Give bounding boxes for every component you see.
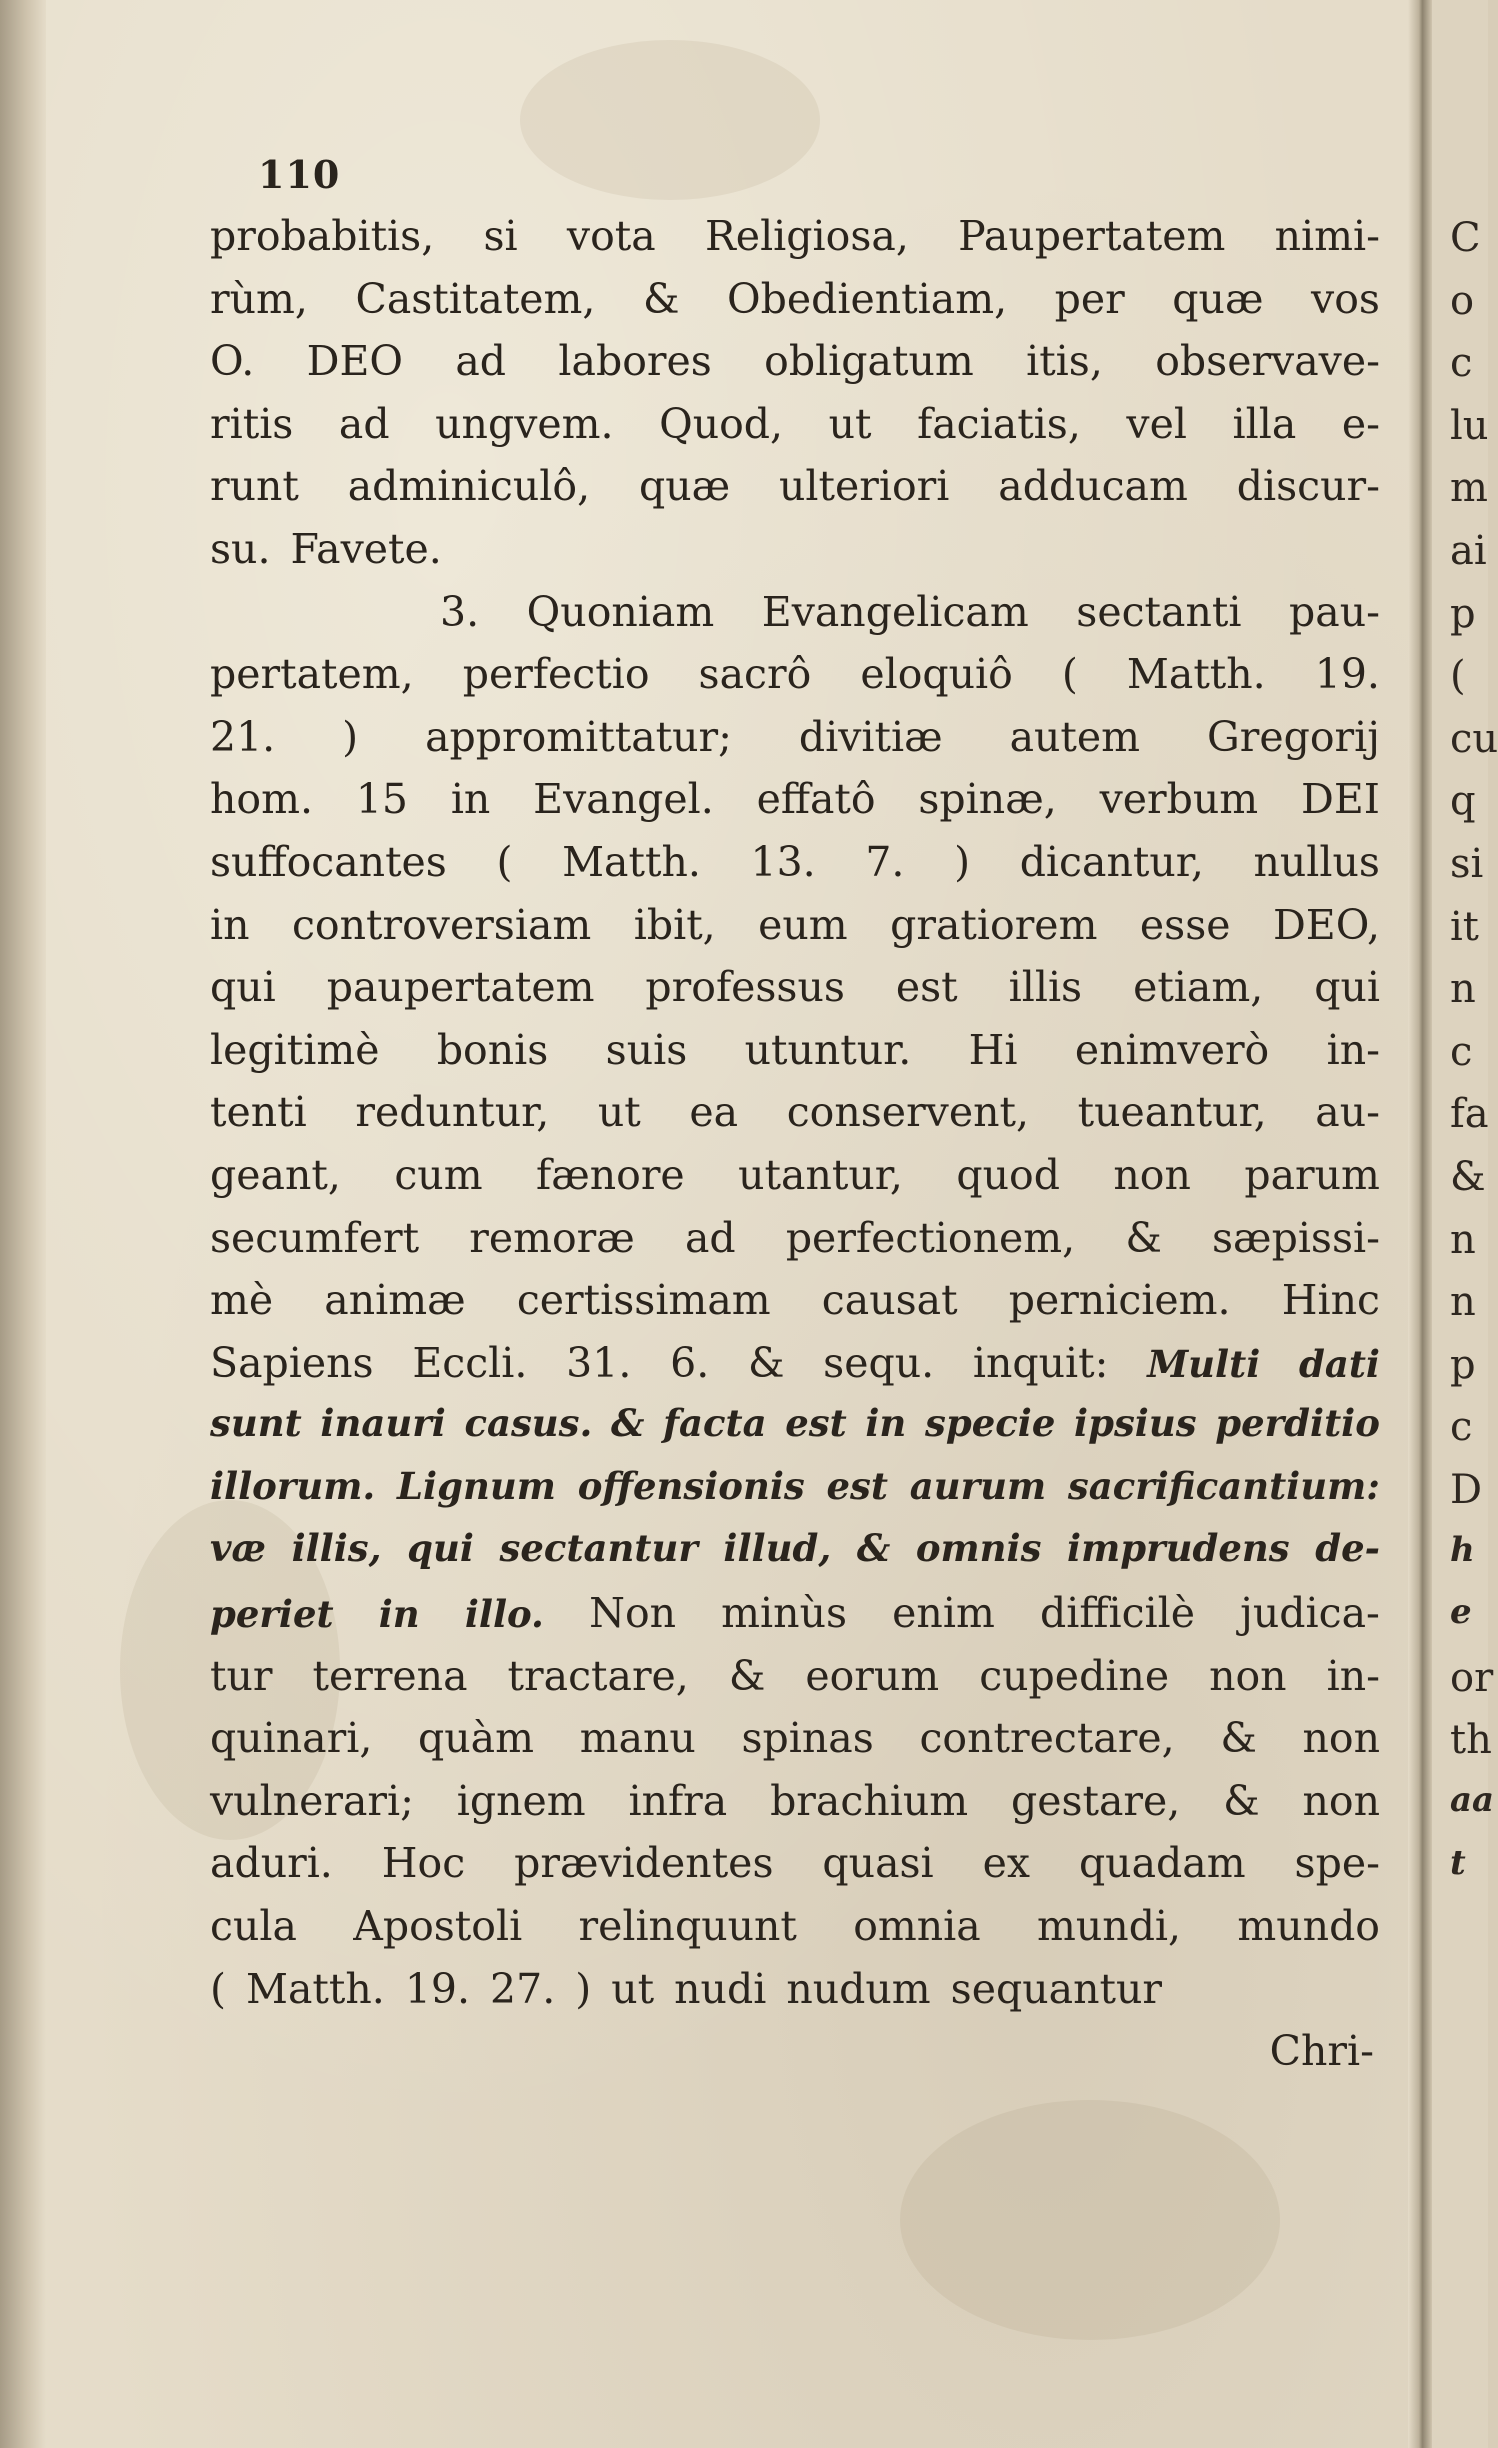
text-word: 15 [355,775,408,824]
text-word: ex [982,1839,1030,1888]
text-word: difficilè [1039,1589,1196,1638]
facing-page-line-fragment: D [1450,1467,1483,1513]
text-word: minùs [721,1589,848,1638]
text-word: manu [579,1714,696,1763]
text-word: bonis [436,1025,549,1074]
text-word: secumfert [210,1213,420,1262]
text-word: Matth. [1126,650,1266,699]
paper-stain [900,2100,1280,2340]
text-word: 3. [440,587,480,636]
text-word: itis, [1026,337,1103,386]
text-word: certissimam [516,1276,771,1325]
text-word: ad [338,399,390,448]
text-word: quadam [1078,1839,1246,1888]
facing-page-line-fragment: t [1450,1842,1466,1883]
text-word: ut [597,1088,641,1137]
text-line [210,1026,1380,1089]
text-word: dicantur, [1019,837,1204,886]
text-word: illa [1232,399,1297,448]
text-line [210,337,1380,400]
text-word: sequ. [823,1338,935,1387]
text-line [210,588,1380,651]
facing-page-line-fragment: e [1450,1592,1472,1633]
text-word: utantur, [738,1150,903,1199]
text-word: suffocantes [210,837,447,886]
text-line [210,1401,1380,1464]
text-word: DEI [1300,775,1380,824]
facing-page-line-fragment: & [1450,1154,1486,1200]
text-line [210,1965,1380,2028]
text-word: cupedine [979,1651,1170,1700]
text-line [210,838,1380,901]
text-word: Quoniam [526,587,715,636]
text-word: ut [611,1964,655,2013]
text-word: vos [1311,274,1380,323]
italic-quote-word: ipsius [1074,1401,1197,1446]
facing-page-line-fragment: c [1450,1404,1473,1451]
text-word: professus [645,963,845,1012]
italic-quote-word: inauri [320,1401,446,1446]
text-word: non [1113,1150,1191,1199]
text-word: Quod, [659,399,784,448]
text-word: quinari, [210,1714,373,1763]
text-word: tur [210,1651,273,1700]
text-word: non [1209,1651,1287,1700]
text-word: in- [1326,1025,1380,1074]
text-line [210,1652,1380,1715]
facing-page-line-fragment: c [1450,1028,1473,1075]
text-word: Matth. [246,1964,385,2013]
text-word: Matth. [562,837,701,886]
text-word: sacrô [698,650,812,699]
text-word: ea [689,1088,739,1137]
text-word: relinquunt [578,1902,797,1951]
text-word: pau- [1289,587,1380,636]
text-word: & [643,274,680,323]
italic-quote-word: imprudens [1067,1526,1290,1571]
text-word: nimi- [1274,212,1380,260]
text-word: prævidentes [514,1839,774,1888]
facing-page-line-fragment: cu [1450,715,1498,762]
facing-page-line-fragment: p [1450,1341,1476,1388]
text-word: Obedientiam, [727,274,1008,323]
text-line [210,1464,1380,1527]
text-word: ad [684,1213,736,1262]
italic-quote-word: & [611,1401,645,1446]
text-word: & [728,1651,766,1700]
text-line [210,963,1380,1026]
text-word: enim [892,1589,995,1638]
facing-page-line-fragment: p [1450,590,1476,637]
text-line [210,1526,1380,1589]
italic-quote-word: illis, [291,1526,382,1571]
facing-page-line-fragment: ( [1450,653,1466,700]
facing-page-line-fragment: c [1450,340,1473,387]
facing-page-line-fragment: fa [1450,1091,1489,1138]
text-word: hom. [210,775,314,824]
text-word: Religiosa, [704,212,909,260]
facing-page-line-fragment: m [1450,465,1488,512]
text-word: Non [589,1589,677,1638]
text-word: rùm, [210,274,308,323]
text-word: parum [1244,1150,1380,1199]
italic-quote-word: illo. [464,1592,544,1637]
text-line [210,650,1380,713]
text-word: contrectare, [919,1714,1175,1763]
text-word: DEO, [1272,900,1380,949]
text-line [210,400,1380,463]
text-word: ungvem. [435,399,614,448]
facing-page-line-fragment: h [1450,1529,1475,1570]
text-word: 21. [210,712,276,761]
text-word: su. [210,524,271,573]
text-word: Hinc [1281,1276,1380,1325]
italic-quote-word: specie [925,1401,1056,1446]
text-line [210,1088,1380,1151]
text-word: perniciem. [1008,1276,1231,1325]
text-line [210,1902,1380,1965]
text-word: Favete. [290,524,442,573]
text-word: si [483,212,518,260]
facing-page-fragment [1432,0,1498,2448]
text-word: infra [628,1776,728,1825]
facing-page-line-fragment: o [1450,277,1475,324]
facing-page-line-fragment: n [1450,1279,1476,1326]
italic-quote-word: casus. [464,1401,593,1446]
text-word: & [1220,1714,1257,1763]
facing-page-line-fragment: lu [1450,402,1489,449]
text-word: animæ [324,1276,466,1325]
text-word: ritis [210,399,294,448]
facing-page-line-fragment: q [1450,778,1476,825]
text-word: spinas [741,1714,874,1763]
text-word: conservent, [786,1088,1030,1137]
text-word: ut [828,399,872,448]
text-word: ( [1061,650,1078,699]
italic-quote-word: de- [1315,1526,1380,1571]
text-word: fænore [536,1150,685,1199]
page-number: 110 [258,152,341,197]
text-word: mundi, [1037,1902,1182,1951]
facing-page-line-fragment: aa [1450,1780,1495,1820]
text-word: paupertatem [326,963,595,1012]
text-line [210,1214,1380,1277]
text-word: 19. [1314,650,1380,699]
text-word: ignem [456,1776,586,1825]
italic-quote-word: qui [407,1526,474,1571]
text-word: utuntur. [744,1025,912,1074]
text-word: appromittatur; [425,712,732,761]
text-line [210,1777,1380,1840]
text-word: ( [210,1964,226,2013]
text-word: reduntur, [355,1088,550,1137]
text-word: per [1054,274,1125,323]
text-line [210,1839,1380,1902]
italic-quote-word: sectantur [499,1526,698,1571]
text-word: ) [575,1964,592,2013]
text-word: autem [1009,712,1141,761]
text-line [210,775,1380,838]
text-word: cula [210,1902,297,1951]
text-word: in [210,900,250,949]
italic-quote-word: sunt [210,1401,302,1446]
text-word: 19. [404,1964,471,2013]
text-word: suis [605,1025,688,1074]
text-word: e- [1341,399,1380,448]
text-word: mè [210,1276,274,1325]
italic-quote-word: illorum. [210,1463,376,1508]
italic-quote-word: periet [210,1592,334,1637]
text-word: sequantur [950,1964,1162,2013]
text-word: terrena [312,1651,468,1700]
text-word: Evangel. [533,775,714,824]
text-word: tueantur, [1077,1088,1267,1137]
paper-stain [520,40,820,200]
text-word: est [895,963,958,1012]
text-word: illis [1008,963,1083,1012]
text-word: ad [455,337,507,386]
text-word: ) [954,837,971,886]
italic-quote-word: aurum [909,1463,1047,1508]
text-word: vota [566,212,656,260]
facing-page-line-fragment: C [1450,215,1481,261]
text-word: DEO [306,337,404,386]
text-word: probabitis, [210,212,435,260]
text-word: obligatum [764,337,974,386]
text-word: qui [1314,963,1380,1012]
text-line [210,462,1380,525]
text-word: 13. [750,837,816,886]
text-line [210,713,1380,776]
text-word: divitiæ [798,712,943,761]
italic-quote-word: sacrificantium: [1067,1463,1380,1508]
italic-quote-word: in [378,1592,420,1637]
text-word: in- [1326,1651,1380,1700]
facing-page-line-fragment: it [1450,903,1479,950]
italic-quote-word: Lignum [397,1463,556,1508]
text-word: gratiorem [890,900,1098,949]
text-word: & [1125,1213,1162,1262]
text-word: Eccli. [412,1338,528,1387]
text-word: eum [758,900,848,949]
text-word: inquit: [972,1338,1109,1387]
text-word: 7. [865,837,905,886]
text-word: quasi [822,1839,934,1888]
text-line [210,275,1380,338]
text-word: esse [1139,900,1231,949]
text-word: tractare, [507,1651,689,1700]
text-word: Hi [968,1025,1018,1074]
text-word: qui [210,963,276,1012]
text-word: verbum [1099,775,1259,824]
text-word: etiam, [1133,963,1264,1012]
text-word: sectanti [1076,587,1242,636]
text-word: brachium [770,1776,969,1825]
facing-page-line-fragment: or [1450,1654,1494,1701]
catchword-line [210,2027,1380,2090]
text-word: quàm [418,1714,535,1763]
text-word: Evangelicam [761,587,1029,636]
text-word: perfectio [462,650,650,699]
text-word: mundo [1237,1902,1380,1951]
text-word: Castitatem, [355,274,596,323]
text-word: perfectionem, [785,1213,1076,1262]
text-word: cum [394,1150,483,1199]
text-word: gestare, [1010,1776,1181,1825]
text-word: au- [1315,1088,1380,1137]
text-word: eloquiô [860,650,1013,699]
text-line [210,901,1380,964]
text-line [210,525,1380,588]
text-word: judica- [1240,1589,1380,1638]
italic-quote-word: væ [210,1526,266,1571]
text-word: Sapiens [210,1338,374,1387]
text-word: controversiam [291,900,592,949]
italic-quote-word: facta [663,1401,767,1446]
italic-quote-word: dati [1298,1341,1380,1386]
text-line [210,1339,1380,1402]
text-line [210,1714,1380,1777]
text-word: pertatem, [210,650,414,699]
text-word: causat [821,1276,958,1325]
italic-quote-word: & [856,1526,891,1571]
italic-quote-word: Multi [1147,1341,1261,1386]
facing-page-line-fragment: th [1450,1717,1492,1764]
text-word: nudi [674,1964,767,2013]
text-word: Apostoli [353,1902,523,1951]
text-word: sæpissi- [1212,1213,1380,1262]
text-word: O. [210,337,255,386]
text-word: Gregorij [1206,712,1380,761]
text-word: non [1302,1714,1380,1763]
text-word: ulteriori [779,462,950,511]
text-word: vel [1126,399,1187,448]
text-word: effatô [756,775,876,824]
catchword: Chri- [1269,2027,1374,2076]
text-word: & [747,1338,785,1387]
text-word: tenti [210,1088,307,1137]
text-word: nullus [1253,837,1380,886]
italic-quote-word: est [826,1463,888,1508]
text-word: 6. [670,1338,710,1387]
text-word: geant, [210,1150,341,1199]
text-word: ) [342,712,359,761]
facing-page-line-fragment: n [1450,966,1476,1013]
text-word: omnia [853,1902,981,1951]
text-word: nudum [786,1964,931,2013]
italic-quote-word: omnis [915,1526,1042,1571]
italic-quote-word: in [865,1401,907,1446]
text-word: adminiculô, [347,462,591,511]
text-word: ( [496,837,513,886]
text-word: ibit, [633,900,716,949]
text-word: & [1223,1776,1260,1825]
text-line [210,212,1380,275]
text-word: vulnerari; [210,1776,414,1825]
book-gutter [1408,0,1432,2448]
text-word: legitimè [210,1025,380,1074]
text-word: aduri. [210,1839,333,1888]
text-word: quæ [1172,274,1264,323]
page-left-edge-shadow [0,0,46,2448]
text-line [210,1276,1380,1339]
italic-quote-word: est [785,1401,847,1446]
italic-quote-word: offensionis [577,1463,805,1508]
text-word: Paupertatem [958,212,1226,260]
text-word: eorum [805,1651,940,1700]
main-text-block [210,212,1380,2090]
text-word: observave- [1155,337,1380,386]
text-line [210,1151,1380,1214]
text-word: adducam [998,462,1188,511]
text-word: spinæ, [918,775,1057,824]
italic-quote-word: illud, [723,1526,832,1571]
text-line [210,1589,1380,1652]
text-word: quod [956,1150,1060,1199]
facing-page-line-fragment: ai [1450,528,1487,574]
text-word: discur- [1236,462,1380,511]
text-word: spe- [1294,1839,1380,1888]
text-word: Hoc [381,1839,466,1888]
text-word: runt [210,462,299,511]
facing-page-line-fragment: si [1450,841,1484,887]
text-word: non [1302,1776,1380,1825]
text-word: 27. [490,1964,556,2013]
text-word: enimverò [1074,1025,1270,1074]
text-word: remoræ [469,1213,635,1262]
text-word: quæ [638,462,731,511]
text-word: in [450,775,491,824]
facing-page-line-fragment: n [1450,1216,1476,1263]
text-word: labores [558,337,712,386]
text-word: 31. [566,1338,632,1387]
italic-quote-word: perditio [1215,1401,1380,1446]
text-word: faciatis, [917,399,1081,448]
